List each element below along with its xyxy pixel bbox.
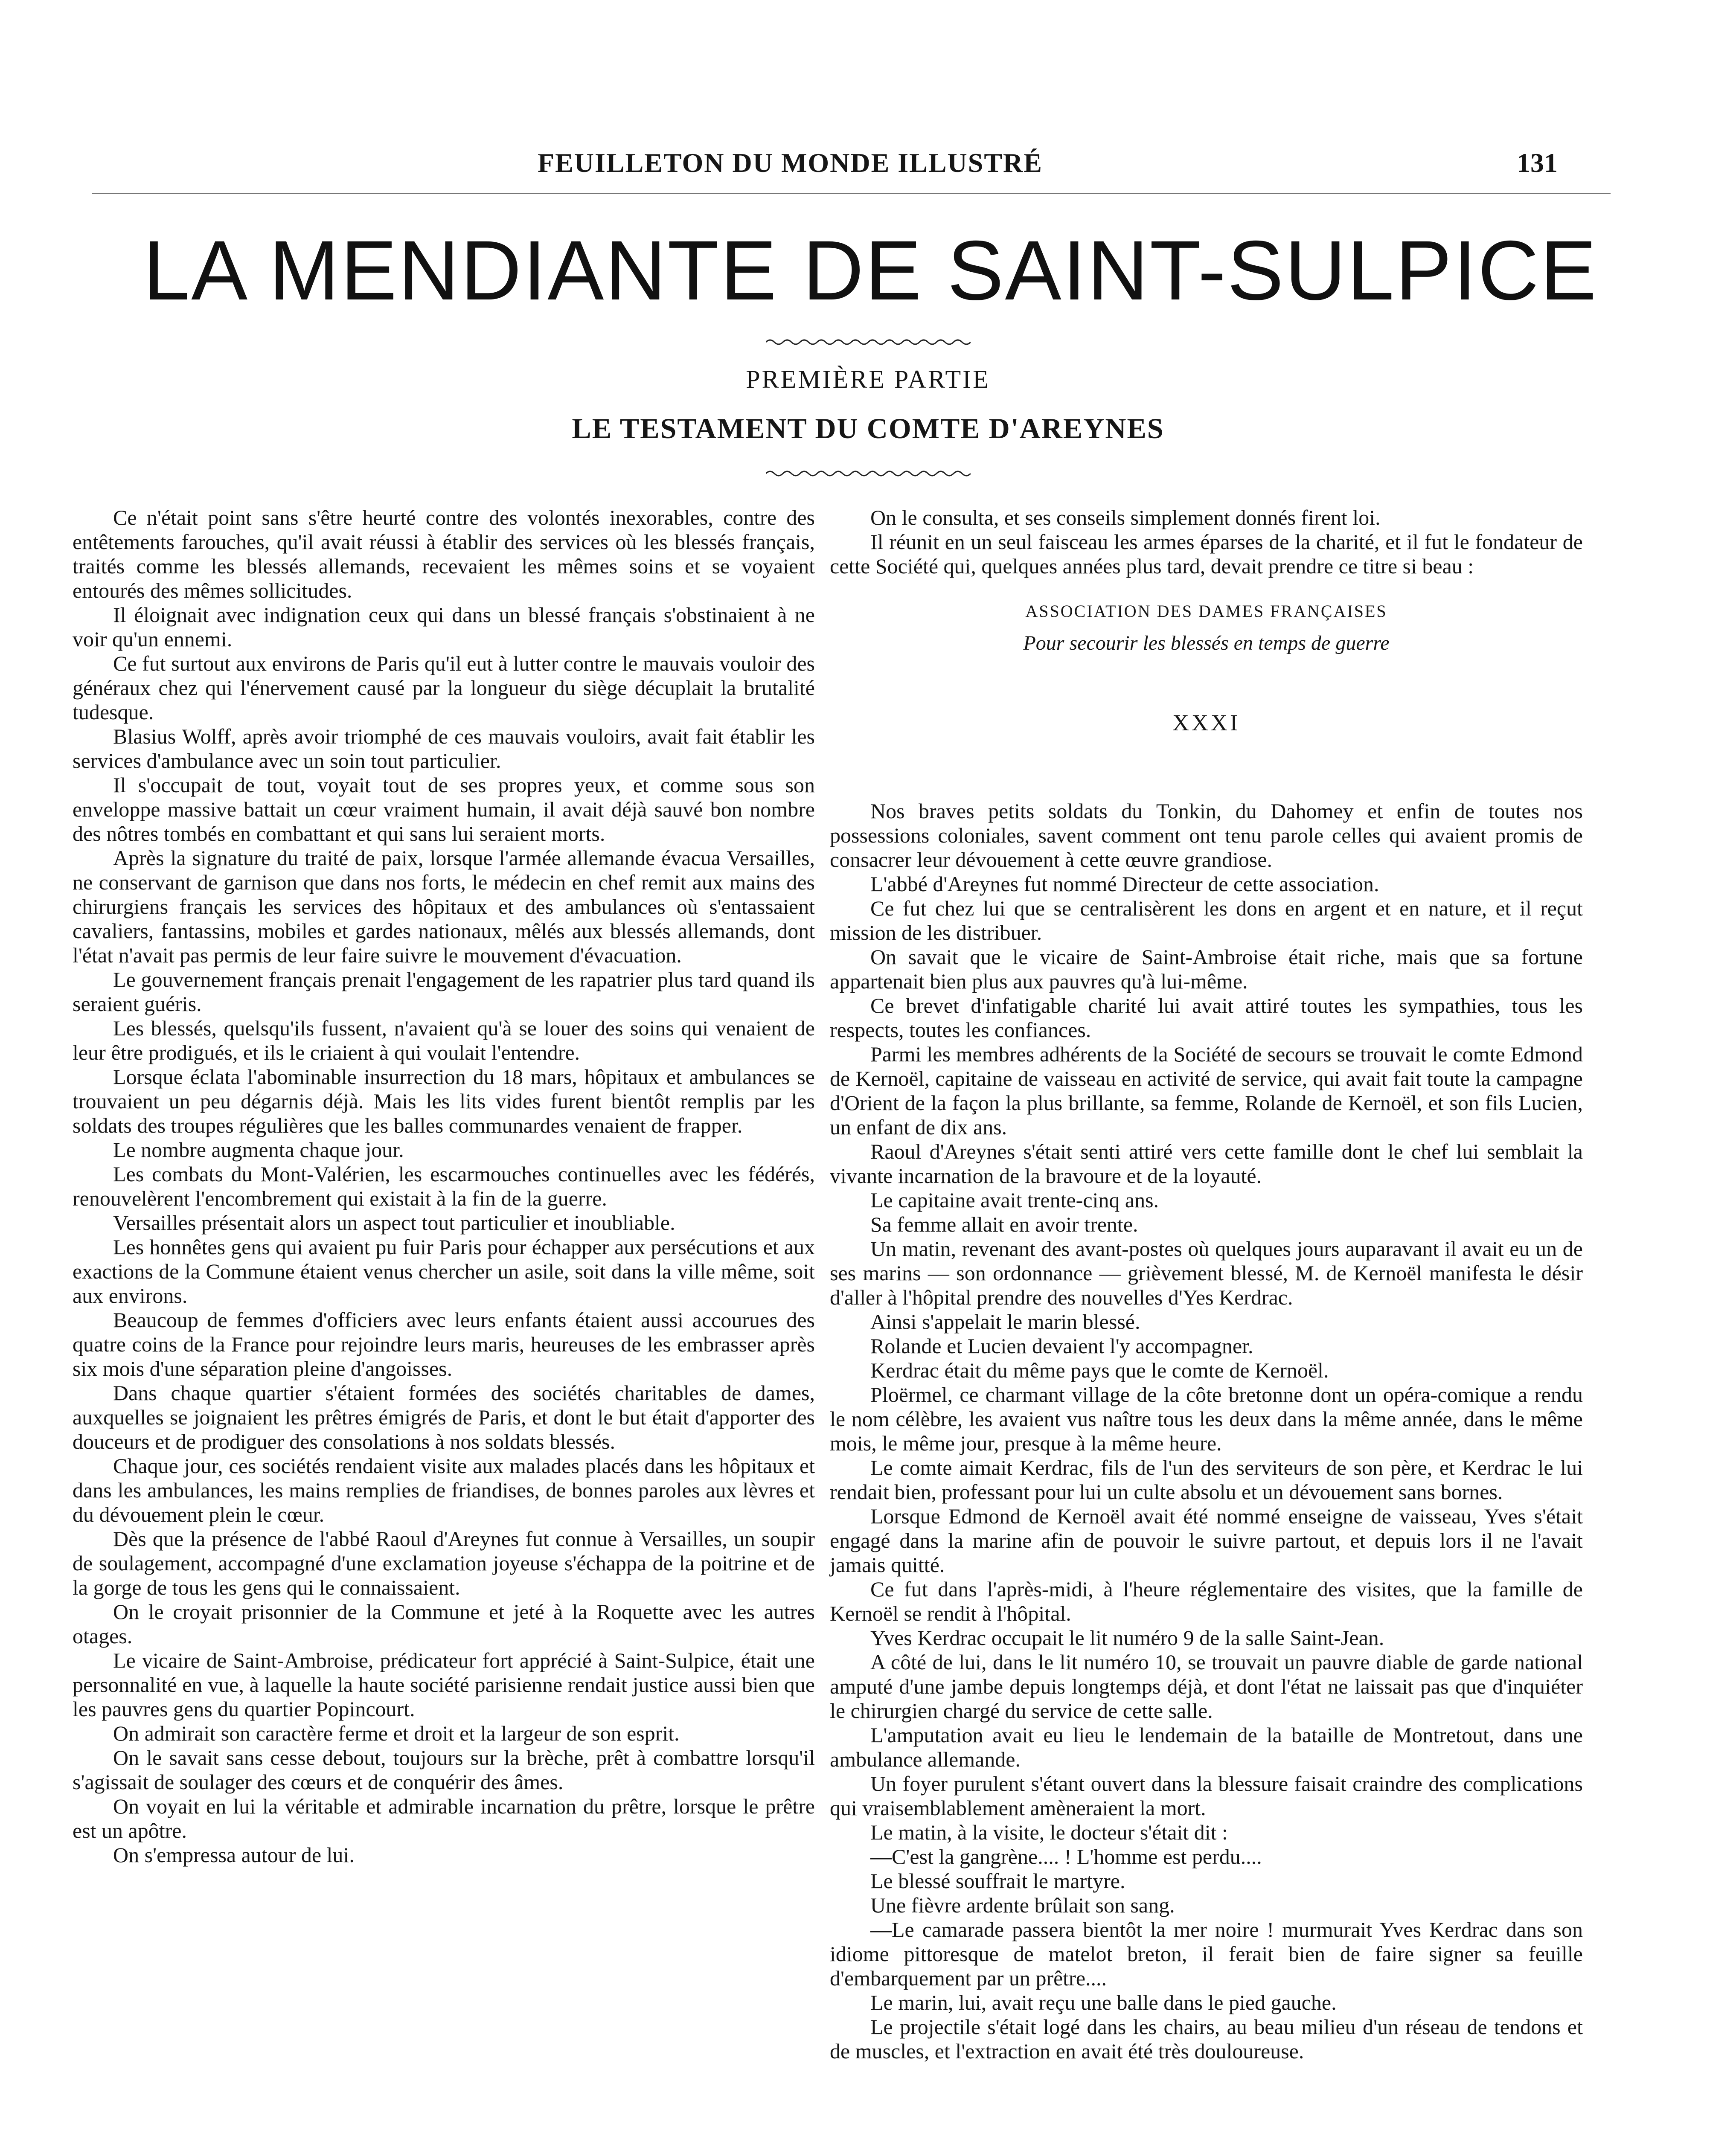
paragraph: Une fièvre ardente brûlait son sang. (870, 1893, 1175, 1917)
association-motto: Pour secourir les blessés en temps de guerre (1023, 632, 1390, 654)
paragraph: Beaucoup de femmes d'officiers avec leurs enfants étaient aussi accourues des quatre coins de la France pour rejoindre leurs maris, heureuses de les embrasser après six mois d'une séparation pleine d'angoisses. (73, 1308, 815, 1380)
part-title: PREMIÈRE PARTIE (746, 365, 990, 393)
paragraph: On le consulta, et ses conseils simplement donnés firent loi. (870, 506, 1381, 529)
paragraph: Kerdrac était du même pays que le comte de Kernoël. (870, 1358, 1329, 1382)
paragraph: Lorsque Edmond de Kernoël avait été nommé enseigne de vaisseau, Yves s'était engagé dans la marine afin de pouvoir le suivre partout, et depuis lors il ne l'avait jamais quitté. (830, 1504, 1583, 1577)
paragraph: Ploërmel, ce charmant village de la côte bretonne dont un opéra-comique a rendu le nom célèbre, les avaient vus naître tous les deux dans la même année, dans le même mois, le même jour, presque à la même heure. (830, 1383, 1583, 1455)
paragraph: Ce n'était point sans s'être heurté contre des volontés inexorables, contre des entêtements farouches, qu'il avait réussi à établir des services où les blessés français, traités comme les blessés allemands, recevaient les mêmes soins et se voyaient entourés des mêmes sollicitudes. (73, 506, 815, 602)
ornament-rule-top (766, 337, 971, 347)
paragraph: Dès que la présence de l'abbé Raoul d'Areynes fut connue à Versailles, un soupir de soulagement, accompagné d'une exclamation joyeuse s'échappa de la poitrine et de la gorge de tous les gens qui le connaissaient. (73, 1527, 815, 1599)
paragraph: Il réunit en un seul faisceau les armes éparses de la charité, et il fut le fondateur de cette Société qui, quelques années plus tard, devait prendre ce titre si beau : (830, 530, 1583, 578)
paragraph: Un foyer purulent s'étant ouvert dans la blessure faisait craindre des complications qui vraisemblablement amèneraient la mort. (830, 1772, 1583, 1820)
paragraph: Ce fut chez lui que se centralisèrent les dons en argent et en nature, et il reçut mission de les distribuer. (830, 896, 1583, 944)
paragraph: Le comte aimait Kerdrac, fils de l'un des serviteurs de son père, et Kerdrac le lui rendait bien, professant pour lui un culte absolu et un dévouement sans bornes. (830, 1456, 1583, 1504)
paragraph: On savait que le vicaire de Saint-Ambroise était riche, mais que sa fortune appartenait bien plus aux pauvres qu'à lui-même. (830, 945, 1583, 993)
paragraph: On le savait sans cesse debout, toujours sur la brèche, prêt à combattre lorsqu'il s'agissait de soulager des cœurs et de conquérir des âmes. (73, 1746, 815, 1794)
paragraph: Lorsque éclata l'abominable insurrection du 18 mars, hôpitaux et ambulances se trouvaient un peu dégarnis déjà. Mais les lits vides furent bientôt remplis par les soldats des troupes régulières que les balles communardes venaient de frapper. (73, 1065, 815, 1137)
paragraph: On admirait son caractère ferme et droit et la largeur de son esprit. (113, 1721, 680, 1745)
paragraph: Le gouvernement français prenait l'engagement de les rapatrier plus tard quand ils seraient guéris. (73, 968, 815, 1016)
ornament-rule-bottom (766, 468, 971, 479)
paragraph: Le capitaine avait trente-cinq ans. (870, 1188, 1159, 1212)
paragraph: Nos braves petits soldats du Tonkin, du Dahomey et enfin de toutes nos possessions coloniales, savent comment ont tenu parole celles qui avaient promis de consacrer leur dévouement à cette œuvre grandiose. (830, 799, 1583, 872)
paragraph: Les honnêtes gens qui avaient pu fuir Paris pour échapper aux persécutions et aux exactions de la Commune étaient venus chercher un asile, soit dans la ville même, soit aux environs. (73, 1235, 815, 1308)
paragraph: Le matin, à la visite, le docteur s'était dit : (870, 1820, 1228, 1844)
paragraph: Ce fut surtout aux environs de Paris qu'il eut à lutter contre le mauvais vouloir des généraux chez qui l'énervement causé par la longueur du siège décuplait la brutalité tudesque. (73, 651, 815, 724)
paragraph: A côté de lui, dans le lit numéro 10, se trouvait un pauvre diable de garde national amputé d'une jambe depuis longtemps déjà, et dont l'état ne laissait pas que d'inquiéter le chirurgien chargé du service de cette salle. (830, 1650, 1583, 1723)
association-name: ASSOCIATION DES DAMES FRANÇAISES (1025, 602, 1387, 621)
story-title: LA MENDIANTE DE SAINT-SULPICE (143, 223, 1598, 317)
left-column (73, 506, 815, 1867)
paragraph: On le croyait prisonnier de la Commune et jeté à la Roquette avec les autres otages. (73, 1600, 815, 1648)
paragraph: On voyait en lui la véritable et admirable incarnation du prêtre, lorsque le prêtre est un apôtre. (73, 1794, 815, 1842)
paragraph: Le blessé souffrait le martyre. (870, 1869, 1125, 1893)
paragraph: Les combats du Mont-Valérien, les escarmouches continuelles avec les fédérés, renouvelèrent l'encombrement qui existait à la fin de la guerre. (73, 1162, 815, 1210)
paragraph: Les blessés, quelsqu'ils fussent, n'avaient qu'à se louer des soins qui venaient de leur être prodigués, et ils le criaient à qui voulait l'entendre. (73, 1016, 815, 1064)
paragraph: Versailles présentait alors un aspect tout particulier et inoubliable. (113, 1211, 675, 1235)
paragraph: Raoul d'Areynes s'était senti attiré vers cette famille dont le chef lui semblait la vivante incarnation de la bravoure et de la loyauté. (830, 1139, 1583, 1188)
paragraph: Chaque jour, ces sociétés rendaient visite aux malades placés dans les hôpitaux et dans les ambulances, les mains remplies de friandises, de bonnes paroles aux lèvres et du dévouement plein le cœur. (73, 1454, 815, 1526)
paragraph: —C'est la gangrène.... ! L'homme est perdu.... (870, 1845, 1262, 1869)
paragraph: —Le camarade passera bientôt la mer noire ! murmurait Yves Kerdrac dans son idiome pittoresque de matelot breton, il ferait bien de faire signer sa feuille d'embarquement par un prêtre.... (830, 1918, 1583, 1990)
paragraph: Yves Kerdrac occupait le lit numéro 9 de la salle Saint-Jean. (870, 1626, 1384, 1650)
paragraph: Sa femme allait en avoir trente. (870, 1212, 1138, 1236)
paragraph: Le nombre augmenta chaque jour. (113, 1138, 404, 1162)
paragraph: L'abbé d'Areynes fut nommé Directeur de cette association. (870, 872, 1379, 896)
paragraph: L'amputation avait eu lieu le lendemain de la bataille de Montretout, dans une ambulance allemande. (830, 1723, 1583, 1771)
paragraph: Blasius Wolff, après avoir triomphé de ces mauvais vouloirs, avait fait établir les services d'ambulance avec un soin tout particulier. (73, 724, 815, 773)
paragraph: On s'empressa autour de lui. (113, 1843, 355, 1867)
paragraph: Un matin, revenant des avant-postes où quelques jours auparavant il avait eu un de ses marins — son ordonnance — grièvement blessé, M. de Kernoël manifesta le désir d'aller à l'hôpital prendre des nouvelles d'Yes Kerdrac. (830, 1237, 1583, 1309)
page-number: 131 (1517, 148, 1558, 178)
paragraph: Ce brevet d'infatigable charité lui avait attiré toutes les sympathies, tous les respects, toutes les confiances. (830, 994, 1583, 1042)
section-title: LE TESTAMENT DU COMTE D'AREYNES (572, 412, 1164, 445)
paragraph: Le vicaire de Saint-Ambroise, prédicateur fort apprécié à Saint-Sulpice, était une personnalité en vue, à laquelle la haute société parisienne rendait justice aussi bien que les pauvres gens du quartier Popincourt. (73, 1648, 815, 1721)
paragraph: Le marin, lui, avait reçu une balle dans le pied gauche. (870, 1991, 1337, 2014)
paragraph: Parmi les membres adhérents de la Société de secours se trouvait le comte Edmond de Kernoël, capitaine de vaisseau en activité de service, qui avait fait toute la campagne d'Orient de la façon la plus brillante, sa femme, Rolande de Kernoël, et son fils Lucien, un enfant de dix ans. (830, 1042, 1583, 1139)
paragraph: Ce fut dans l'après-midi, à l'heure réglementaire des visites, que la famille de Kernoël se rendit à l'hôpital. (830, 1577, 1583, 1625)
right-column (830, 506, 1583, 2063)
chapter-number: XXXI (1172, 710, 1240, 735)
header-rule (92, 193, 1611, 194)
paragraph: Il s'occupait de tout, voyait tout de ses propres yeux, et comme sous son enveloppe massive battait un cœur vraiment humain, il avait déjà sauvé bon nombre des nôtres tombés en combattant et qui sans lui seraient morts. (73, 773, 815, 846)
paragraph: Le projectile s'était logé dans les chairs, au beau milieu d'un réseau de tendons et de muscles, et l'extraction en avait été très douloureuse. (830, 2015, 1583, 2063)
running-head: FEUILLETON DU MONDE ILLUSTRÉ (538, 148, 1043, 178)
paragraph: Il éloignait avec indignation ceux qui dans un blessé français s'obstinaient à ne voir qu'un ennemi. (73, 603, 815, 651)
paragraph: Ainsi s'appelait le marin blessé. (870, 1310, 1140, 1334)
paragraph: Dans chaque quartier s'étaient formées des sociétés charitables de dames, auxquelles se joignaient les prêtres émigrés de Paris, et dont le but était d'apporter des douceurs et de prodiguer des consolations à nos soldats blessés. (73, 1381, 815, 1453)
paragraph: Rolande et Lucien devaient l'y accompagner. (870, 1334, 1253, 1358)
paragraph: Après la signature du traité de paix, lorsque l'armée allemande évacua Versailles, ne conservant de garnison que dans nos forts, le médecin en chef remit aux mains des chirurgiens français les services des hôpitaux et des ambulances où s'entassaient cavaliers, fantassins, mobiles et gardes nationaux, mêlés aux blessés allemands, dont l'état n'avait pas permis de leur faire suivre le mouvement d'évacuation. (73, 846, 815, 967)
